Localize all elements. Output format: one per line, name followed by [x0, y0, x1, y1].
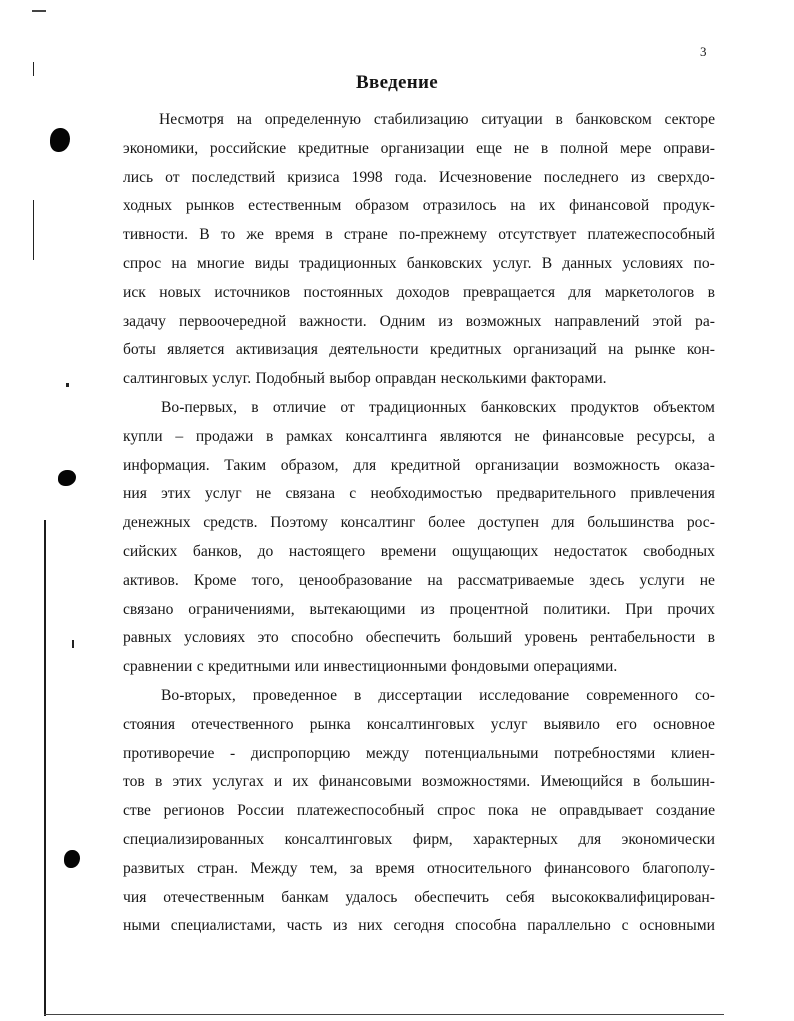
text-line: ными специалистами, часть из них сегодня способна параллельно с основными [123, 917, 715, 935]
text-line: Несмотря на определенную стабилизацию ситуации в банковском секторе [159, 111, 715, 128]
text-line: экономики, российские кредитные организации еще не в полной мере оправи- [123, 139, 715, 157]
paragraph [123, 682, 715, 941]
text-line: чия отечественным банкам удалось обеспечить себя высококвалифицирован- [123, 888, 715, 906]
document-body [123, 106, 715, 941]
text-line: денежных средств. Поэтому консалтинг более доступен для большинства рос- [123, 514, 715, 532]
scan-hole-punch-mark [64, 850, 80, 868]
page-title: Введение [356, 72, 438, 93]
paragraph [123, 394, 715, 682]
text-line: тов в этих услугах и их финансовыми возможностями. Имеющийся в большин- [123, 773, 715, 791]
text-line: иск новых источников постоянных доходов превращается для маркетологов в [123, 283, 715, 301]
text-line: противоречие - диспропорцию между потенциальными потребностями клиен- [123, 744, 715, 762]
text-line: боты является активизация деятельности кредитных организаций на рынке кон- [123, 341, 715, 359]
text-line: тивности. В то же время в стране по-прежнему отсутствует платежеспособный [123, 226, 715, 244]
text-line: сравнении с кредитными или инвестиционными фондовыми операциями. [123, 658, 618, 676]
text-line: задачу первоочередной важности. Одним из возможных направлений этой ра- [123, 312, 715, 330]
scan-hole-punch-mark [58, 470, 76, 486]
text-line: спрос на многие виды традиционных банковских услуг. В данных условиях по- [123, 254, 715, 272]
text-line: стояния отечественного рынка консалтинговых услуг выявило его основное [123, 715, 715, 733]
scan-speck [33, 200, 34, 260]
text-line: активов. Кроме того, ценообразование на рассматриваемые здесь услуги не [123, 571, 715, 589]
paragraph [123, 106, 715, 394]
text-line: Во-вторых, проведенное в диссертации исследование современного со- [161, 686, 715, 704]
page-number: 3 [700, 44, 707, 59]
scan-hole-punch-mark [50, 128, 70, 152]
text-line: купли – продажи в рамках консалтинга являются не финансовые ресурсы, а [123, 427, 715, 445]
scan-speck [72, 640, 74, 648]
text-line: специализированных консалтинговых фирм, характерных для экономически [123, 830, 715, 848]
text-line: ния этих услуг не связана с необходимостью предварительного привлечения [123, 485, 715, 503]
text-line: информация. Таким образом, для кредитной организации возможность оказа- [123, 456, 715, 474]
scan-speck [66, 383, 69, 387]
text-line: развитых стран. Между тем, за время относительного финансового благополу- [123, 859, 715, 877]
scan-edge-line [44, 520, 46, 1016]
text-line: стве регионов России платежеспособный спрос пока не оправдывает создание [123, 802, 715, 820]
text-line: сийских банков, до настоящего времени ощущающих недостаток свободных [123, 542, 715, 560]
text-line: ходных рынков естественным образом отразилось на их финансовой продук- [123, 197, 715, 215]
text-line: салтинговых услуг. Подобный выбор оправдан несколькими факторами. [123, 370, 607, 388]
text-line: лись от последствий кризиса 1998 года. Исчезновение последнего из сверхдо- [123, 168, 715, 186]
text-line: равных условиях это способно обеспечить больший уровень рентабельности в [123, 629, 715, 647]
text-line: Во-первых, в отличие от традиционных банковских продуктов объектом [161, 398, 715, 416]
scan-corner-mark [32, 10, 46, 12]
scan-bottom-edge [44, 1014, 724, 1015]
text-line: связано ограничениями, вытекающими из процентной политики. При прочих [123, 600, 715, 618]
